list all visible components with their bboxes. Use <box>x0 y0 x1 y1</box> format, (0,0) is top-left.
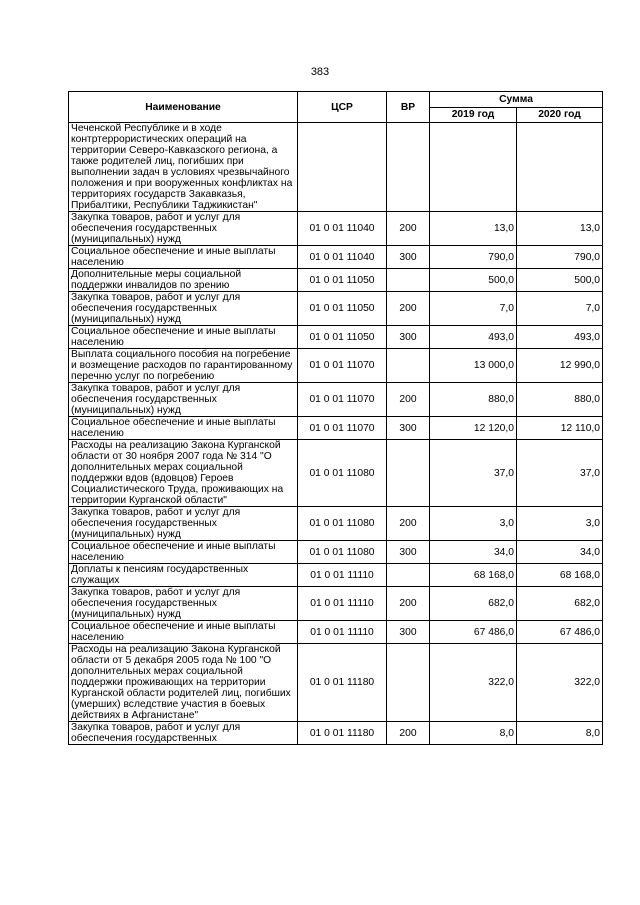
row-csr: 01 0 01 11070 <box>298 349 387 383</box>
row-sum-2020: 790,0 <box>517 246 603 269</box>
row-sum-2019: 7,0 <box>430 292 517 326</box>
row-sum-2020: 3,0 <box>517 507 603 541</box>
row-vr: 300 <box>387 417 430 440</box>
row-csr: 01 0 01 11050 <box>298 269 387 292</box>
row-vr: 200 <box>387 212 430 246</box>
row-sum-2020: 12 110,0 <box>517 417 603 440</box>
row-sum-2019: 13,0 <box>430 212 517 246</box>
row-name: Социальное обеспечение и иные выплаты населению <box>69 417 298 440</box>
row-csr: 01 0 01 11080 <box>298 507 387 541</box>
row-name: Закупка товаров, работ и услуг для обеспечения государственных <box>69 722 298 745</box>
row-name: Социальное обеспечение и иные выплаты населению <box>69 541 298 564</box>
row-sum-2020: 8,0 <box>517 722 603 745</box>
header-csr: ЦСР <box>298 92 387 123</box>
row-sum-2019: 500,0 <box>430 269 517 292</box>
row-csr: 01 0 01 11080 <box>298 541 387 564</box>
table-row <box>69 246 603 269</box>
row-sum-2019: 12 120,0 <box>430 417 517 440</box>
row-name: Социальное обеспечение и иные выплаты населению <box>69 246 298 269</box>
row-sum-2019: 880,0 <box>430 383 517 417</box>
row-sum-2019: 13 000,0 <box>430 349 517 383</box>
header-vr: ВР <box>387 92 430 123</box>
row-csr: 01 0 01 11070 <box>298 383 387 417</box>
row-vr <box>387 123 430 212</box>
row-sum-2020: 67 486,0 <box>517 621 603 644</box>
row-sum-2019: 682,0 <box>430 587 517 621</box>
row-sum-2020: 500,0 <box>517 269 603 292</box>
header-year-2019: 2019 год <box>430 107 517 123</box>
table-row <box>69 269 603 292</box>
table-row <box>69 722 603 745</box>
row-csr: 01 0 01 11180 <box>298 722 387 745</box>
table-body <box>69 123 603 745</box>
row-name: Закупка товаров, работ и услуг для обеспечения государственных (муниципальных) нужд <box>69 507 298 541</box>
row-csr: 01 0 01 11110 <box>298 587 387 621</box>
row-sum-2020: 37,0 <box>517 440 603 507</box>
row-sum-2020: 322,0 <box>517 644 603 722</box>
row-vr: 200 <box>387 722 430 745</box>
row-name: Выплата социального пособия на погребение и возмещение расходов по гарантированному перечню услуг по погребению <box>69 349 298 383</box>
table-row <box>69 644 603 722</box>
row-csr: 01 0 01 11110 <box>298 621 387 644</box>
row-csr <box>298 123 387 212</box>
row-vr: 200 <box>387 507 430 541</box>
row-sum-2020: 493,0 <box>517 326 603 349</box>
row-name: Расходы на реализацию Закона Курганской области от 30 ноября 2007 года № 314 "О дополнительных мерах социальной поддержки вдов (вдовцов) Героев Социалистического Труда, проживающих на территории Курганской области" <box>69 440 298 507</box>
row-vr: 300 <box>387 621 430 644</box>
row-csr: 01 0 01 11080 <box>298 440 387 507</box>
row-sum-2019: 790,0 <box>430 246 517 269</box>
table-row <box>69 541 603 564</box>
row-name: Закупка товаров, работ и услуг для обеспечения государственных (муниципальных) нужд <box>69 383 298 417</box>
row-name: Социальное обеспечение и иные выплаты населению <box>69 621 298 644</box>
row-vr: 200 <box>387 383 430 417</box>
header-name: Наименование <box>69 92 298 123</box>
row-vr: 200 <box>387 292 430 326</box>
row-csr: 01 0 01 11050 <box>298 292 387 326</box>
row-name: Расходы на реализацию Закона Курганской области от 5 декабря 2005 года № 100 "О дополнительных мерах социальной поддержки проживающих на территории Курганской области родителей лиц, погибших (умерших) вследствие участия в боевых действиях в Афганистане" <box>69 644 298 722</box>
row-sum-2019: 8,0 <box>430 722 517 745</box>
row-vr <box>387 349 430 383</box>
row-name: Чеченской Республике и в ходе контртеррористических операций на территории Северо-Кавказского региона, а также родителей лиц, погибших при выполнении задач в условиях чрезвычайного положения и при вооруженных конфликтах на территориях государств Закавказья, Прибалтики, Республики Таджикистан" <box>69 123 298 212</box>
table-header <box>69 92 603 123</box>
table-row <box>69 440 603 507</box>
row-sum-2019: 3,0 <box>430 507 517 541</box>
row-vr <box>387 269 430 292</box>
row-vr: 300 <box>387 541 430 564</box>
row-vr <box>387 440 430 507</box>
table-row <box>69 292 603 326</box>
table-row <box>69 621 603 644</box>
row-csr: 01 0 01 11040 <box>298 212 387 246</box>
row-vr: 300 <box>387 246 430 269</box>
table-row <box>69 349 603 383</box>
row-csr: 01 0 01 11110 <box>298 564 387 587</box>
row-sum-2019: 68 168,0 <box>430 564 517 587</box>
row-csr: 01 0 01 11070 <box>298 417 387 440</box>
row-sum-2020: 34,0 <box>517 541 603 564</box>
row-name: Дополнительные меры социальной поддержки инвалидов по зрению <box>69 269 298 292</box>
row-sum-2019: 322,0 <box>430 644 517 722</box>
table-row <box>69 383 603 417</box>
row-sum-2019: 37,0 <box>430 440 517 507</box>
row-vr <box>387 644 430 722</box>
row-name: Закупка товаров, работ и услуг для обеспечения государственных (муниципальных) нужд <box>69 587 298 621</box>
row-sum-2020: 880,0 <box>517 383 603 417</box>
row-sum-2019: 493,0 <box>430 326 517 349</box>
row-vr: 200 <box>387 587 430 621</box>
table-row <box>69 123 603 212</box>
row-sum-2020: 7,0 <box>517 292 603 326</box>
table-row <box>69 507 603 541</box>
row-vr <box>387 564 430 587</box>
row-name: Социальное обеспечение и иные выплаты населению <box>69 326 298 349</box>
row-sum-2020: 12 990,0 <box>517 349 603 383</box>
row-name: Закупка товаров, работ и услуг для обеспечения государственных (муниципальных) нужд <box>69 292 298 326</box>
row-sum-2020 <box>517 123 603 212</box>
row-csr: 01 0 01 11050 <box>298 326 387 349</box>
row-sum-2019: 34,0 <box>430 541 517 564</box>
header-year-2020: 2020 год <box>517 107 603 123</box>
row-csr: 01 0 01 11040 <box>298 246 387 269</box>
row-sum-2020: 68 168,0 <box>517 564 603 587</box>
row-sum-2019: 67 486,0 <box>430 621 517 644</box>
row-sum-2020: 682,0 <box>517 587 603 621</box>
row-csr: 01 0 01 11180 <box>298 644 387 722</box>
row-name: Закупка товаров, работ и услуг для обеспечения государственных (муниципальных) нужд <box>69 212 298 246</box>
budget-table <box>68 91 603 745</box>
row-sum-2020: 13,0 <box>517 212 603 246</box>
table-row <box>69 587 603 621</box>
table-row <box>69 326 603 349</box>
table-row <box>69 212 603 246</box>
table-row <box>69 564 603 587</box>
row-name: Доплаты к пенсиям государственных служащих <box>69 564 298 587</box>
page-number: 383 <box>310 66 330 78</box>
table-row <box>69 417 603 440</box>
header-sum: Сумма <box>430 92 603 108</box>
row-vr: 300 <box>387 326 430 349</box>
row-sum-2019 <box>430 123 517 212</box>
